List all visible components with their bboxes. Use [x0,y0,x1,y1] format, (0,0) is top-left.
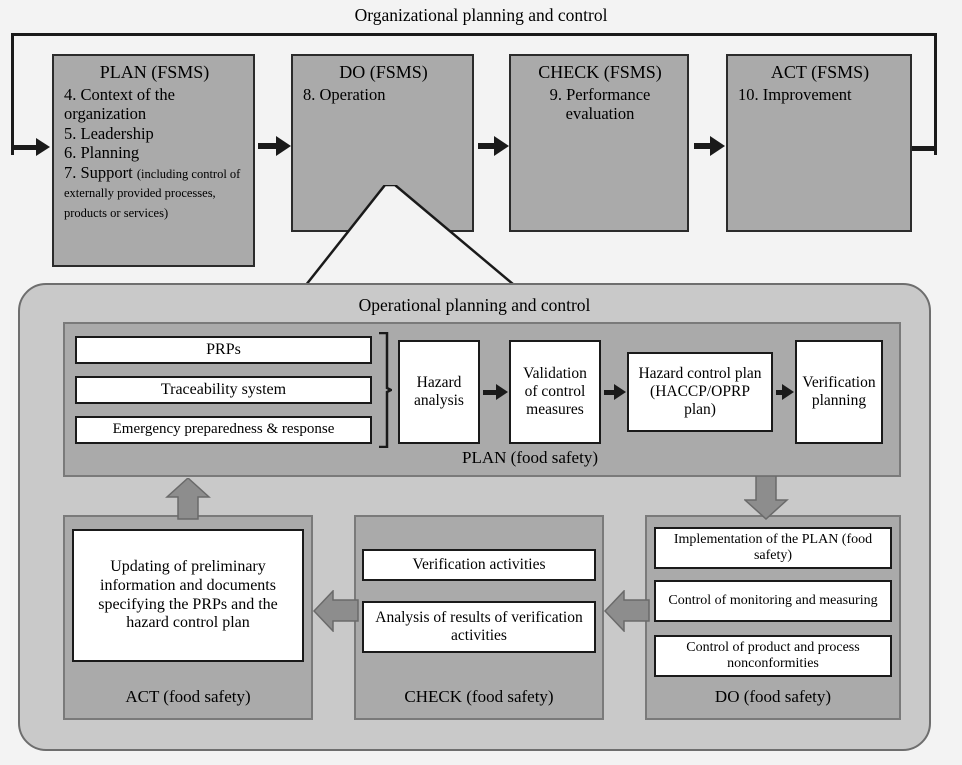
prps-box: PRPs [75,336,372,364]
plan-fsms-line-4: 6. Planning [64,143,140,163]
traceability-system-box: Traceability system [75,376,372,404]
plan-fsms-support-note: (including control of externally provided processes, products or services) [64,166,241,220]
plan-fsms-box [52,54,255,267]
group-brace-icon [378,332,392,448]
act-food-safety-label: ACT (food safety) [125,687,251,706]
arrow-check-to-act [694,136,725,156]
plan-fsms-title: PLAN (FSMS) [99,62,210,82]
plan-fsms-line-2: organization [64,104,147,124]
do-fsms-title: DO (FSMS) [339,62,428,82]
verification-activities-box: Verification activities [362,549,596,581]
arrow-act-to-plan-food-safety [165,478,211,520]
arrow-check-to-act-food-safety [313,590,359,632]
plan-fsms-support-label: 7. Support [64,162,133,182]
do-food-safety-label: DO (food safety) [714,687,832,706]
plan-fsms-support [64,163,245,221]
hazard-analysis-box: Hazard analysis [398,340,480,444]
verification-planning-box: Verification planning [795,340,883,444]
emergency-preparedness-box: Emergency preparedness & response [75,416,372,444]
arrow-validation-to-hazard-plan [604,384,626,400]
arrow-do-to-check [478,136,509,156]
act-fsms-title: ACT (FSMS) [770,62,870,82]
arrow-hazard-plan-to-verification [776,384,794,400]
loop-entry-arrow-icon [36,138,50,156]
act-fsms-box [726,54,912,232]
check-food-safety-label: CHECK (food safety) [404,687,554,706]
plan-food-safety-label: PLAN (food safety) [462,448,598,467]
check-fsms-title: CHECK (FSMS) [538,62,662,82]
implementation-of-plan-box: Implementation of the PLAN (food safety) [654,527,892,569]
arrow-plan-to-do-food-safety [744,476,790,520]
validation-of-control-measures-box: Validation of control measures [509,340,601,444]
loop-entry-shaft [14,145,38,150]
check-fsms-line-1: 9. Performance [549,85,651,104]
analysis-of-results-box: Analysis of results of verification activities [362,601,596,653]
control-of-monitoring-box: Control of monitoring and measuring [654,580,892,622]
funnel-connector [290,185,630,295]
arrow-do-to-check-food-safety [604,590,650,632]
control-of-product-box: Control of product and process nonconformities [654,635,892,677]
hazard-control-plan-box: Hazard control plan (HACCP/OPRP plan) [627,352,773,432]
act-fsms-line-1: 10. Improvement [738,85,852,104]
arrow-hazard-to-validation [483,384,508,400]
diagram-top-title: Organizational planning and control [354,5,608,25]
plan-fsms-line-3: 5. Leadership [64,123,154,143]
arrow-plan-to-do [258,136,291,156]
act-updating-box: Updating of preliminary information and documents specifying the PRPs and the hazard control plan [72,529,304,662]
do-fsms-line-1: 8. Operation [303,85,386,104]
check-fsms-line-2: evaluation [565,104,635,124]
operational-title: Operational planning and control [358,295,591,315]
plan-fsms-line-1: 4. Context of the [64,85,175,104]
